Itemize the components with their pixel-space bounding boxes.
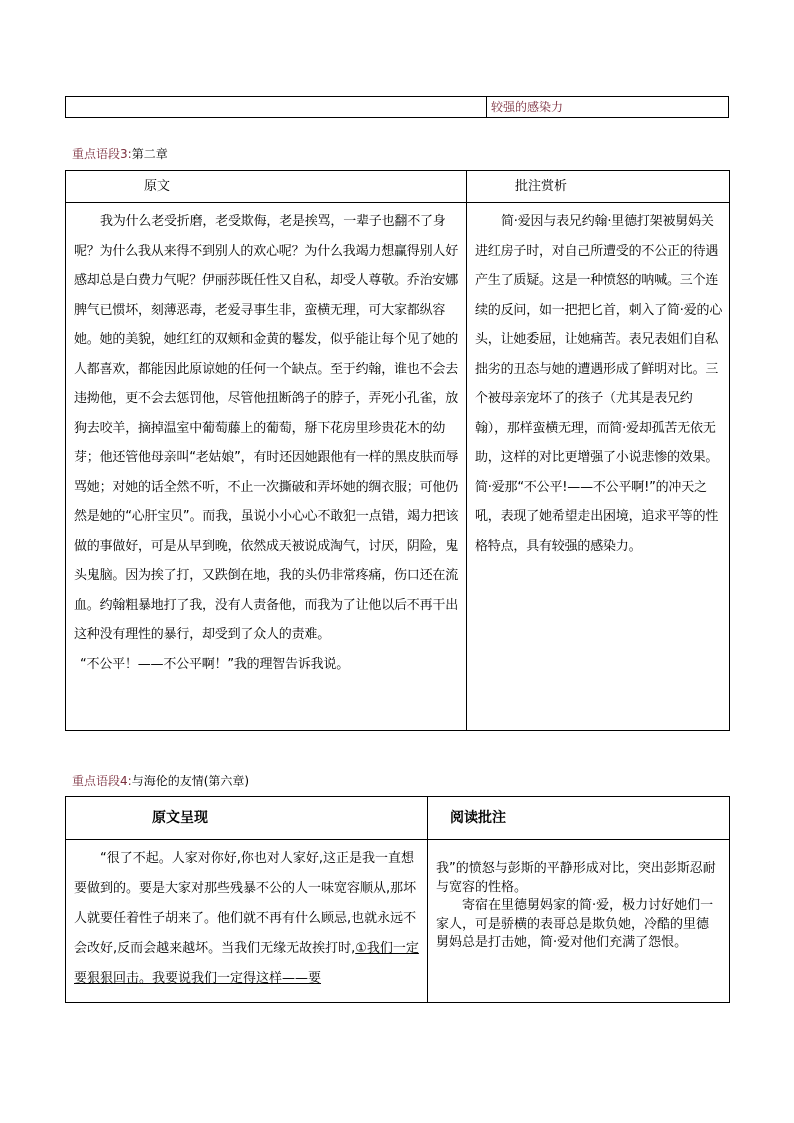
section3-original-text: 我为什么老受折磨，老受欺侮，老是挨骂，一辈子也翻不了身呢？为什么我从来得不到别人的欢心呢？为什么我竭力想赢得别人好感却总是白费力气呢？伊丽莎既任性又自私，却受人尊敬。乔治安娜脾气已惯坏，刻薄恶毒，老爱寻事生非，蛮横无理，可大家都纵容她。她的美貌，她红红的双颊和金黄的鬈发，似乎能让每个见了她的人都喜欢，都能因此原谅她的任何一个缺点。至于约翰，谁也不会去违拗他，更不会去惩罚他，尽管他扭断鸽子的脖子，弄死小孔雀，放狗去咬羊，摘掉温室中葡萄藤上的葡萄，掰下花房里珍贵花木的幼芽；他还管他母亲叫“老姑娘”，有时还因她跟他有一样的黑皮肤而辱骂她；对她的话全然不听，不止一次撕破和弄坏她的绸衣服；可他仍然是她的“心肝宝贝”。而我，虽说小小心心不敢犯一点错，竭力把该做的事做好，可是从早到晚，依然成天被说成淘气，讨厌，阴险，鬼头鬼脑。因为挨了打，又跌倒在地，我的头仍非常疼痛，伤口还在流血。约翰粗暴地打了我，没有人责备他，而我为了让他以后不再干出这种没有理性的暴行，却受到了众人的责难。: [74, 214, 459, 642]
section3-title: 第二章: [131, 147, 168, 161]
empty-cell: [66, 97, 487, 118]
section3-original-cell: [66, 203, 467, 731]
header-original: 原文: [144, 179, 171, 194]
section3-header-left: [66, 171, 467, 203]
section4-heading: [72, 773, 249, 789]
section3-label: 重点语段3:: [72, 147, 132, 161]
continued-table-fragment: [65, 96, 729, 118]
section3-heading: [72, 146, 168, 162]
section4-table: [65, 796, 730, 1003]
section4-header-right: [428, 797, 730, 840]
section4-annotation-2: 寄宿在里德舅妈家的简·爱，极力讨好她们一家人，可是骄横的表哥总是欺负她，冷酷的里德舅妈总是打击她，简·爱对他们充满了怨恨。: [436, 898, 714, 950]
section4-original-underlined: ①我们一定要狠狠回击。我要说我们一定得这样——要: [74, 941, 419, 986]
section3-annotation-cell: [467, 203, 730, 731]
section4-annotation-cell: [428, 840, 730, 1003]
section4-header-left: [66, 797, 428, 840]
header-reading-annotation: 阅读批注: [450, 810, 506, 826]
section3-header-right: [467, 171, 730, 203]
section4-title: 与海伦的友情(第六章): [131, 774, 250, 788]
section4-annotation-1: 我”的愤怒与彭斯的平静形成对比，突出彭斯忍耐与宽容的性格。: [436, 861, 716, 895]
header-original-presentation: 原文呈现: [152, 810, 208, 826]
section3-table: [65, 170, 730, 731]
header-annotation: 批注赏析: [515, 179, 568, 194]
section3-original-quote: “不公平！——不公平啊！”我的理智告诉我说。: [80, 656, 350, 672]
section3-annotation-text: 简·爱因与表兄约翰·里德打架被舅妈关进红房子时，对自己所遭受的不公正的待遇产生了质疑。这是一种愤怒的呐喊。三个连续的反问，如一把把匕首，刺入了简·爱的心头，让她委屈，让她痛苦。表兄表姐们自私拙劣的丑态与她的遭遇形成了鲜明对比。三个被母亲宠坏了的孩子（尤其是表兄约翰），那样蛮横无理，而简·爱却孤苦无依无助，这样的对比更增强了小说悲惨的效果。简·爱那“不公平!——不公平啊!”的冲天之吼，表现了她希望走出困境，追求平等的性格特点，具有较强的感染力。: [475, 214, 723, 554]
section4-original-paragraph: [74, 844, 423, 994]
fragment-text: 较强的感染力: [491, 100, 564, 114]
section4-original-text: “很了不起。人家对你好,你也对人家好,这正是我一直想要做到的。要是大家对那些残暴不公的人一味宽容顺从,那坏人就要任着性子胡来了。他们就不再有什么顾忌,也就永远不会改好,反而会越来越坏。当我们无缘无故挨打时,: [74, 851, 417, 956]
section4-original-cell: [66, 840, 428, 1003]
section4-label: 重点语段4:: [72, 774, 132, 788]
fragment-cell: [487, 97, 729, 118]
